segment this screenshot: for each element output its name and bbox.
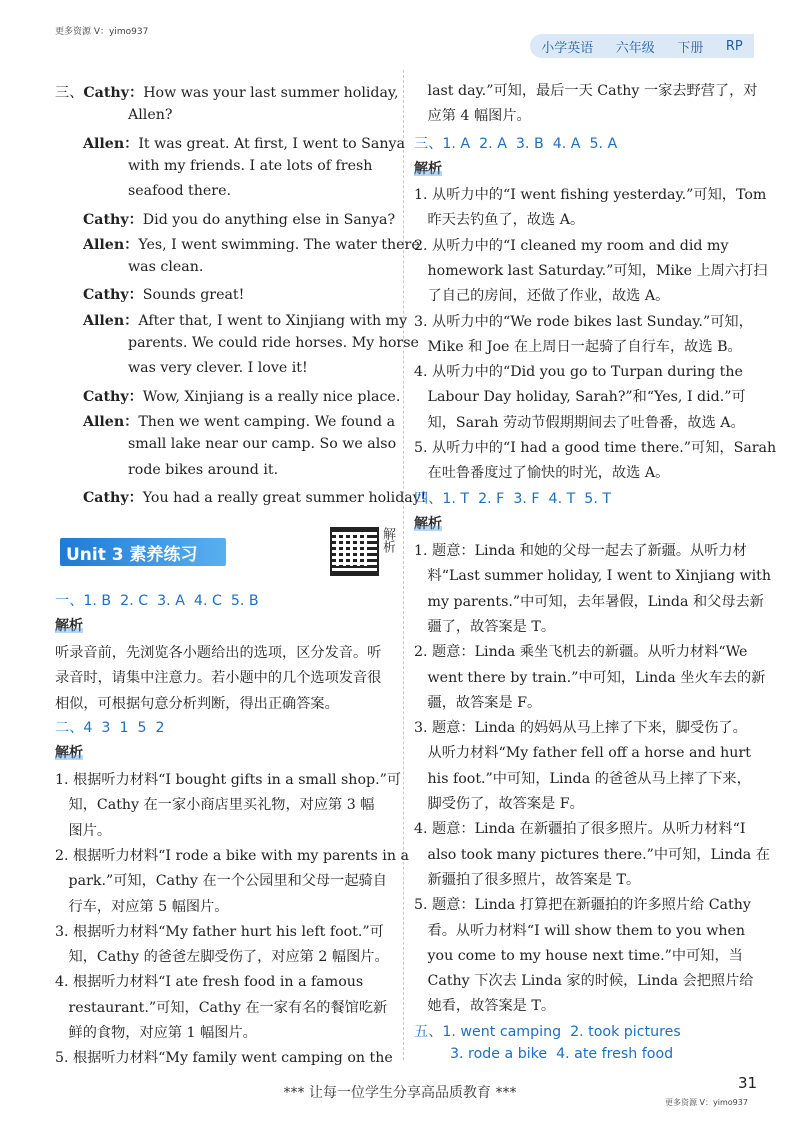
explanation-line: 新疆拍了很多照片，故答案是 T。 bbox=[414, 871, 641, 888]
page-number: 31 bbox=[738, 1074, 758, 1092]
explanation-line: 脚受伤了，故答案是 F。 bbox=[414, 796, 584, 812]
explanation-line: 她看，故答案是 T。 bbox=[414, 998, 556, 1015]
speaker-name: Cathy： bbox=[83, 489, 143, 506]
qr-label: 解析 bbox=[380, 527, 395, 553]
header-subject: 小学英语 bbox=[541, 40, 594, 56]
dialog-text: After that, I went to Xinjiang with my bbox=[138, 312, 408, 329]
dialog-line bbox=[83, 209, 395, 229]
dialog-text: was clean. bbox=[128, 259, 204, 276]
explanation-line: 昨天去钓鱼了，故选 A。 bbox=[414, 212, 585, 229]
dialog-text: You had a really great summer holiday! bbox=[142, 489, 427, 506]
dialog-line bbox=[55, 82, 399, 102]
jiexi-heading-3: 解析 bbox=[414, 158, 442, 178]
dialog-line bbox=[128, 107, 172, 123]
explanation-line: homework last Saturday.”可知，Mike 上周六打扫 bbox=[414, 262, 768, 279]
explanation-line: 1. 从听力中的“I went fishing yesterday.”可知，Tom bbox=[414, 187, 767, 203]
explanation-line: 5. 题意：Linda 打算把在新疆拍的许多照片给 Cathy bbox=[414, 897, 751, 914]
header-edition: RP bbox=[725, 38, 743, 54]
explanation-line: 录音时，请集中注意力。若小题中的几个选项发音很 bbox=[55, 670, 382, 687]
explanation-line: 3. 根据听力材料“My father hurt his left foot.”可 bbox=[55, 923, 384, 940]
explanation-line: 听录音前，先浏览各小题给出的选项，区分发音。听 bbox=[55, 645, 382, 661]
dialog-text: rode bikes around it. bbox=[128, 461, 279, 478]
dialog-line bbox=[128, 436, 396, 452]
explanation-line: you come to my house next time.”中可知，当 bbox=[414, 947, 743, 964]
explanation-line: park.”可知，Cathy 在一个公园里和父母一起骑自 bbox=[55, 873, 387, 890]
dialog-text: Yes, I went swimming. The water there bbox=[138, 236, 420, 253]
dialog-line bbox=[83, 234, 420, 254]
explanation-line: went there by train.”中可知，Linda 坐火车去的新 bbox=[414, 669, 766, 686]
explanation-line: Mike 和 Joe 在上周日一起骑了自行车，故选 B。 bbox=[414, 338, 742, 355]
explanation-line: last day.”可知，最后一天 Cathy 一家去野营了，对 bbox=[414, 83, 758, 99]
speaker-name: Allen： bbox=[83, 236, 139, 253]
explanation-line: 疆了，故答案是 T。 bbox=[414, 618, 556, 635]
explanation-line: 行车，对应第 5 幅图片。 bbox=[55, 898, 229, 915]
dialog-line bbox=[128, 158, 372, 174]
dialog-text: Wow, Xinjiang is a really nice place. bbox=[142, 388, 401, 405]
dialog-line bbox=[128, 360, 308, 376]
explanation-line: 2. 题意：Linda 乘坐飞机去的新疆。从听力材料“We bbox=[414, 644, 748, 661]
explanation-line: 相似，可根据句意分析判断，得出正确答案。 bbox=[55, 695, 339, 712]
explanation-line: 图片。 bbox=[55, 822, 112, 839]
dialog-text: was very clever. I love it! bbox=[128, 360, 308, 377]
speaker-name: Cathy： bbox=[83, 85, 144, 101]
qr-code-pattern bbox=[336, 533, 369, 566]
section-number: 三、 bbox=[55, 85, 84, 101]
dialog-text: Allen? bbox=[128, 107, 173, 124]
dialog-line bbox=[128, 335, 419, 351]
explanation-line: 知，Sarah 劳动节假期期间去了吐鲁番，故选 A。 bbox=[414, 414, 745, 431]
explanation-line: Cathy 下次去 Linda 家的时候，Linda 会把照片给 bbox=[414, 973, 754, 990]
dialog-text: It was great. At first, I went to Sanya bbox=[138, 135, 405, 152]
section-3-answers: 三、1. A 2. A 3. B 4. A 5. A bbox=[414, 136, 618, 152]
explanation-line: 了自己的房间，还做了作业，故选 A。 bbox=[414, 288, 670, 305]
dialog-line bbox=[128, 259, 203, 275]
section-5-answers-line-2: 3. rode a bike 4. ate fresh food bbox=[450, 1046, 674, 1062]
explanation-line: 疆，故答案是 F。 bbox=[414, 694, 542, 711]
page-footer-slogan: *** 让每一位学生分享高品质教育 *** bbox=[283, 1085, 517, 1101]
explanation-line: 3. 从听力中的“We rode bikes last Sunday.”可知， bbox=[414, 313, 753, 330]
speaker-name: Allen： bbox=[83, 413, 139, 430]
explanation-line: 2. 根据听力材料“I rode a bike with my parents in a bbox=[55, 847, 409, 864]
dialog-text: Sounds great! bbox=[142, 287, 245, 304]
dialog-text: How was your last summer holiday, bbox=[143, 85, 399, 101]
column-divider bbox=[403, 70, 404, 1060]
dialog-text: Did you do anything else in Sanya? bbox=[142, 211, 396, 228]
speaker-name: Cathy： bbox=[83, 211, 143, 228]
dialog-line bbox=[128, 183, 231, 199]
explanation-line: 看。从听力材料“I will show them to you when bbox=[414, 922, 746, 939]
explanation-line: 2. 从听力中的“I cleaned my room and did my bbox=[414, 237, 729, 254]
dialog-line bbox=[83, 411, 395, 431]
explanation-line: 知，Cathy 在一家小商店里买礼物，对应第 3 幅 bbox=[55, 797, 375, 814]
dialog-line bbox=[83, 310, 407, 330]
explanation-line: 5. 从听力中的“I had a good time there.”可知，Sarah bbox=[414, 440, 777, 456]
explanation-line: also took many pictures there.”中可知，Linda 在 bbox=[414, 846, 770, 863]
speaker-name: Cathy： bbox=[83, 388, 143, 405]
header-grade: 六年级 bbox=[615, 40, 655, 56]
dialog-text: small lake near our camp. So we also bbox=[128, 436, 397, 453]
dialog-line bbox=[83, 133, 405, 153]
speaker-name: Allen： bbox=[83, 135, 139, 152]
dialog-line bbox=[83, 386, 400, 406]
bottom-watermark-note: 更多资源 V：yimo937 bbox=[665, 1098, 748, 1107]
unit-banner: Unit 3 素养练习 bbox=[60, 538, 226, 566]
explanation-line: 在吐鲁番度过了愉快的时光，故选 A。 bbox=[414, 465, 670, 482]
explanation-line: 料“Last summer holiday, I went to Xinjiang with bbox=[414, 568, 771, 585]
explanation-line: 1. 题意：Linda 和她的父母一起去了新疆。从听力材 bbox=[414, 543, 747, 559]
section-5-answers-line-1: 五、1. went camping 2. took pictures bbox=[414, 1024, 681, 1040]
speaker-name: Cathy： bbox=[83, 287, 143, 304]
top-watermark-note: 更多资源 V：yimo937 bbox=[55, 27, 149, 37]
explanation-line: his foot.”中可知，Linda 的爸爸从马上摔了下来， bbox=[414, 770, 751, 787]
explanation-line: 应第 4 幅图片。 bbox=[414, 108, 531, 125]
explanation-line: 4. 题意：Linda 在新疆拍了很多照片。从听力材料“I bbox=[414, 821, 746, 838]
section-1-answers: 一、1. B 2. C 3. A 4. C 5. B bbox=[55, 593, 259, 609]
explanation-line: restaurant.”可知，Cathy 在一家有名的餐馆吃新 bbox=[55, 999, 388, 1016]
explanation-line: 知，Cathy 的爸爸左脚受伤了，对应第 2 幅图片。 bbox=[55, 949, 389, 966]
explanation-line: 1. 根据听力材料“I bought gifts in a small shop.”可 bbox=[55, 772, 402, 788]
explanation-line: 5. 根据听力材料“My family went camping on the bbox=[55, 1050, 393, 1067]
explanation-line: my parents.”中可知，去年暑假，Linda 和父母去新 bbox=[414, 593, 764, 610]
dialog-text: parents. We could ride horses. My horse bbox=[128, 335, 419, 351]
dialog-text: Then we went camping. We found a bbox=[138, 413, 396, 430]
jiexi-heading-2: 解析 bbox=[55, 742, 83, 762]
dialog-text: seafood there. bbox=[128, 183, 231, 200]
explanation-line: 4. 根据听力材料“I ate fresh food in a famous bbox=[55, 974, 364, 991]
explanation-line: 3. 题意：Linda 的妈妈从马上摔了下来，脚受伤了。 bbox=[414, 720, 747, 737]
explanation-line: Labour Day holiday, Sarah?”和“Yes, I did.”可 bbox=[414, 389, 746, 406]
dialog-line bbox=[128, 462, 278, 478]
jiexi-heading-4: 解析 bbox=[414, 513, 442, 533]
explanation-line: 4. 从听力中的“Did you go to Turpan during the bbox=[414, 364, 743, 381]
dialog-line bbox=[83, 284, 244, 304]
page-header-tag bbox=[530, 34, 754, 58]
header-term: 下册 bbox=[677, 40, 704, 56]
section-4-answers: 四、1. T 2. F 3. F 4. T 5. T bbox=[414, 491, 612, 507]
section-2-answers: 二、4 3 1 5 2 bbox=[55, 720, 165, 736]
dialog-line bbox=[83, 487, 426, 507]
dialog-text: with my friends. I ate lots of fresh bbox=[128, 157, 373, 174]
speaker-name: Allen： bbox=[83, 312, 139, 329]
explanation-line: 鲜的食物，对应第 1 幅图片。 bbox=[55, 1025, 257, 1041]
jiexi-heading-1: 解析 bbox=[55, 615, 83, 635]
explanation-line: 从听力材料“My father fell off a horse and hurt bbox=[414, 745, 751, 762]
